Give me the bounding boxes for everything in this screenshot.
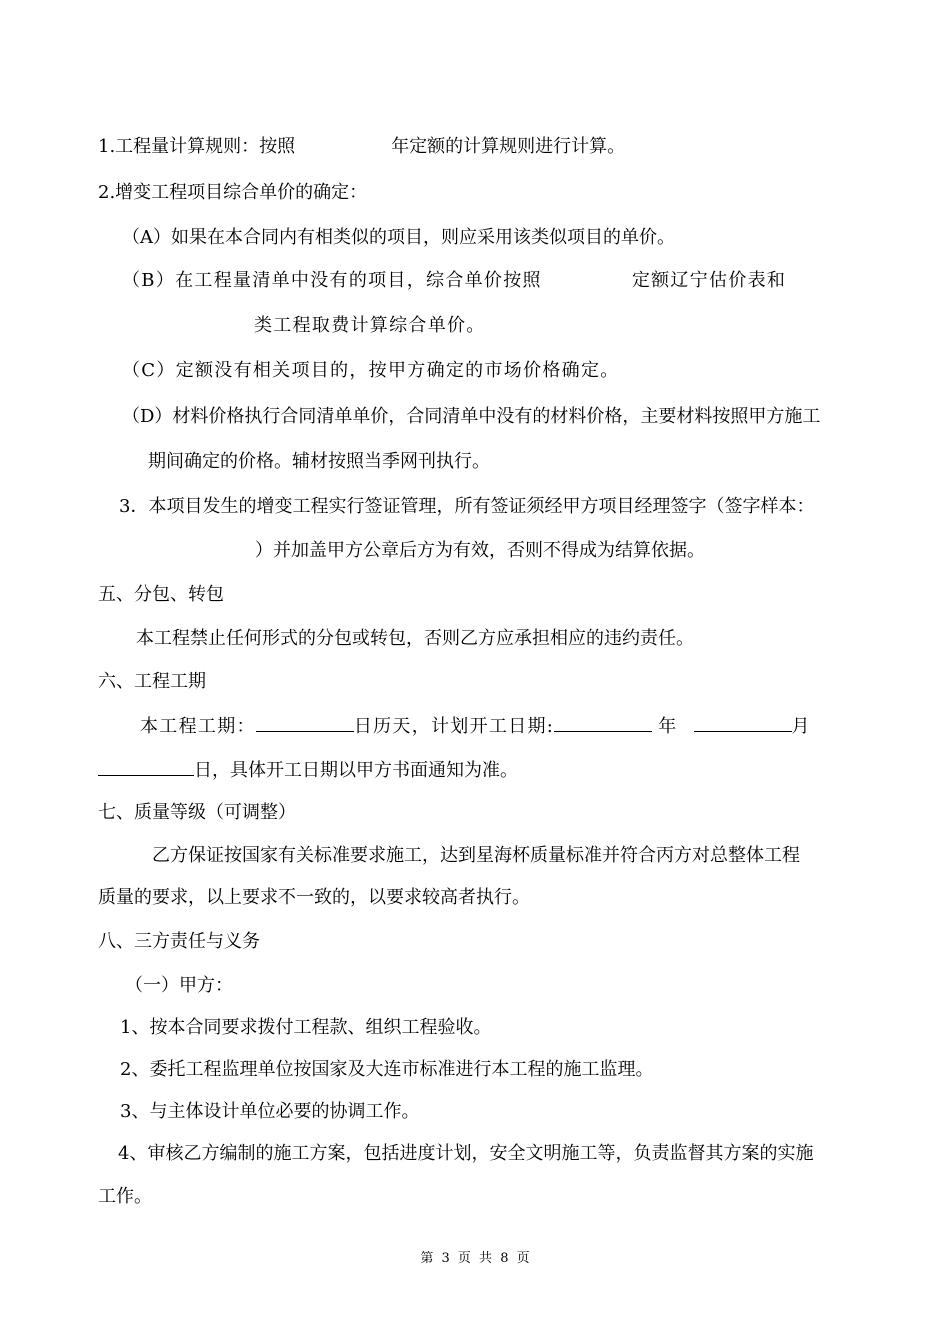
section-5-body: 本工程禁止任何形式的分包或转包，否则乙方应承担相应的违约责任。	[136, 628, 694, 649]
duration-label: 本工程工期：	[140, 716, 256, 737]
party-a-duty-4: 4、审核乙方编制的施工方案，包括进度计划，安全文明施工等，负责监督其方案的实施	[118, 1143, 814, 1164]
day-label: 日，具体开工日期以甲方书面通知为准。	[194, 760, 518, 781]
rule-item-d-cont: 期间确定的价格。辅材按照当季网刊执行。	[148, 451, 490, 472]
party-a-duty-1: 1、按本合同要求拨付工程款、组织工程验收。	[120, 1017, 492, 1038]
rule-item-a: （A）如果在本合同内有相类似的项目，则应采用该类似项目的单价。	[122, 227, 675, 248]
rule-item-b-cont: 类工程取费计算综合单价。	[254, 315, 486, 336]
rule-item-b-text-a: （B）在工程量清单中没有的项目，综合单价按照	[122, 270, 542, 291]
section-7-heading: 七、质量等级（可调整）	[98, 802, 296, 823]
rule-item-3-cont: ）并加盖甲方公章后方为有效，否则不得成为结算依据。	[255, 540, 705, 561]
rule-item-c: （C）定额没有相关项目的，按甲方确定的市场价格确定。	[122, 360, 620, 381]
section-6-heading: 六、工程工期	[98, 671, 206, 692]
rule-item-1-text-b: 年定额的计算规则进行计算。	[391, 136, 626, 157]
rule-item-3: 3．本项目发生的增变工程实行签证管理，所有签证须经甲方项目经理签字（签字样本：	[119, 496, 815, 517]
rule-item-d: （D）材料价格执行合同清单单价，合同清单中没有的材料价格，主要材料按照甲方施工	[122, 406, 821, 427]
party-a-duty-3: 3、与主体设计单位必要的协调工作。	[120, 1101, 420, 1122]
party-a-duty-4-cont: 工作。	[98, 1186, 152, 1207]
section-6-schedule-cont	[98, 757, 518, 783]
rule-item-b-text-b: 定额辽宁估价表和	[631, 270, 787, 291]
start-month-blank	[694, 713, 792, 732]
start-date-label: 日历天，计划开工日期:	[353, 716, 555, 737]
start-day-blank	[98, 757, 194, 776]
rule-item-b	[122, 269, 786, 293]
duration-blank	[256, 713, 354, 732]
section-7-body-cont: 质量的要求，以上要求不一致的，以要求较高者执行。	[98, 887, 530, 908]
section-8-party-a-heading: （一）甲方：	[125, 975, 233, 996]
party-a-duty-2: 2、委托工程监理单位按国家及大连市标准进行本工程的施工监理。	[120, 1059, 654, 1080]
year-label: 年	[658, 716, 678, 737]
section-8-heading: 八、三方责任与义务	[98, 931, 260, 952]
rule-item-1	[98, 135, 625, 159]
section-6-schedule	[140, 713, 811, 739]
section-7-body: 乙方保证按国家有关标准要求施工，达到星海杯质量标准并符合丙方对总整体工程	[152, 845, 800, 866]
month-label: 月	[791, 716, 811, 737]
rule-item-1-text-a: 1.工程量计算规则：按照	[98, 136, 296, 157]
page-number: 第 3 页 共 8 页	[420, 1251, 530, 1266]
section-5-heading: 五、分包、转包	[98, 584, 224, 605]
rule-item-2: 2.增变工程项目综合单价的确定：	[98, 182, 368, 203]
start-year-blank	[554, 713, 652, 732]
